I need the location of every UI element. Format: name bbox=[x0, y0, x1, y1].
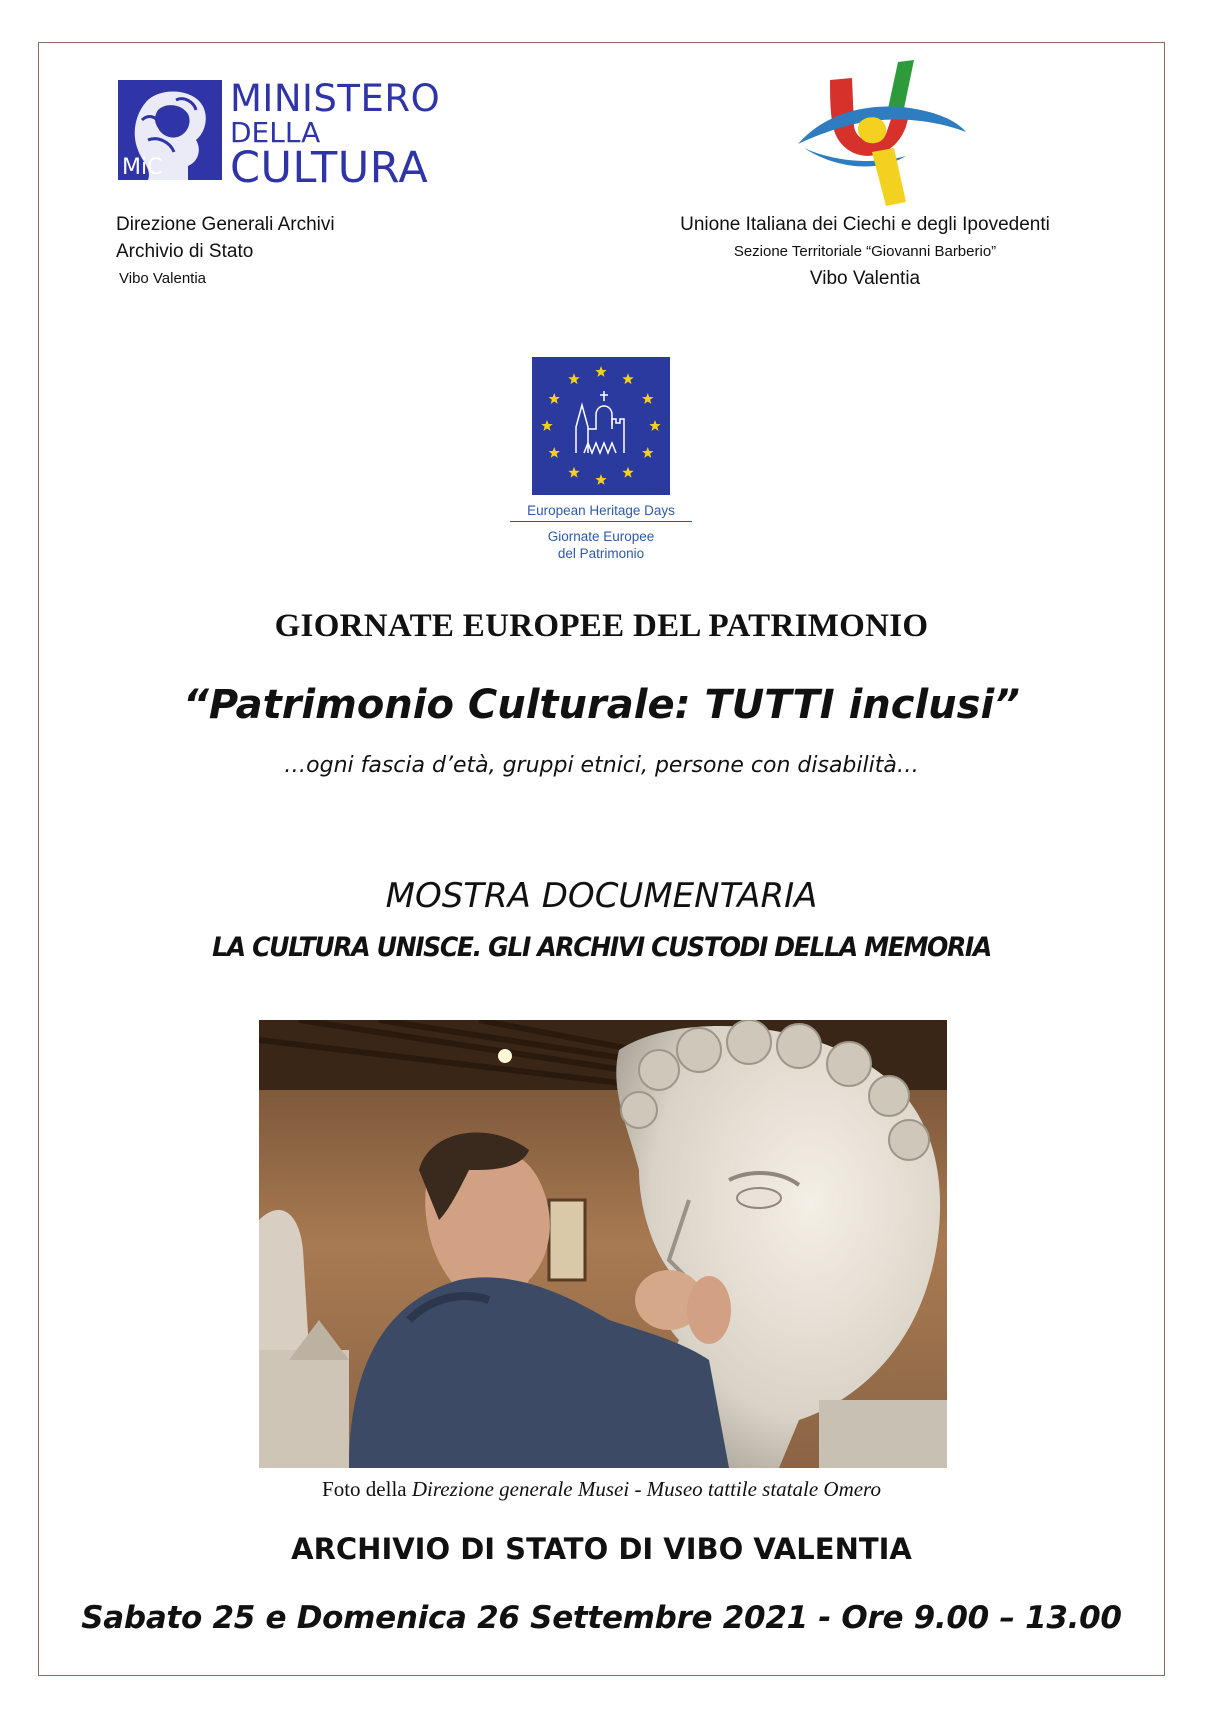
left-org-line1: Direzione Generali Archivi bbox=[116, 214, 335, 235]
photo-credit-prefix: Foto della bbox=[322, 1477, 407, 1501]
left-org-line3: Vibo Valentia bbox=[119, 270, 207, 287]
right-organization bbox=[640, 211, 1090, 292]
left-organization bbox=[116, 211, 335, 292]
svg-text:MiC: MiC bbox=[122, 155, 163, 180]
eu-stars-emblem-icon bbox=[532, 357, 670, 495]
mic-logo bbox=[118, 77, 448, 193]
photo-credit-source: Direzione generale Musei - Museo tattile statale Omero bbox=[411, 1477, 881, 1501]
mic-logo-line1: MINISTERO bbox=[230, 77, 441, 120]
event-theme: “Patrimonio Culturale: TUTTI inclusi” bbox=[183, 682, 1020, 728]
ehd-caption-line2: Giornate Europee bbox=[547, 529, 655, 544]
uici-logo bbox=[790, 56, 970, 206]
exhibition-type: MOSTRA DOCUMENTARIA bbox=[385, 876, 818, 916]
photo-sculpture-touch-image bbox=[259, 1020, 947, 1468]
ehd-caption-line3: del Patrimonio bbox=[557, 546, 645, 561]
event-dates: Sabato 25 e Domenica 26 Settembre 2021 - Ore 9.00 – 13.00 bbox=[81, 1600, 1122, 1636]
uici-logo-icon bbox=[790, 56, 970, 206]
event-subtitle: …ogni fascia d’età, gruppi etnici, persone con disabilità… bbox=[284, 753, 919, 778]
mic-emblem-icon bbox=[118, 80, 222, 180]
venue: ARCHIVIO DI STATO DI VIBO VALENTIA bbox=[291, 1532, 912, 1566]
european-heritage-days-logo bbox=[532, 357, 670, 495]
right-org-line3: Vibo Valentia bbox=[809, 268, 921, 289]
mic-logo-line2: DELLA bbox=[230, 116, 321, 149]
ehd-caption bbox=[510, 503, 692, 562]
ehd-caption-line1: European Heritage Days bbox=[510, 503, 692, 522]
photo-credit bbox=[38, 1477, 1165, 1502]
mic-logo-line3: CULTURA bbox=[230, 143, 429, 193]
right-org-line2: Sezione Territoriale “Giovanni Barberio” bbox=[733, 243, 997, 260]
event-title: GIORNATE EUROPEE DEL PATRIMONIO bbox=[274, 608, 929, 644]
left-org-line2: Archivio di Stato bbox=[116, 241, 254, 262]
event-photo bbox=[259, 1020, 947, 1468]
exhibition-title: LA CULTURA UNISCE. GLI ARCHIVI CUSTODI DELLA MEMORIA bbox=[212, 932, 991, 963]
right-org-line1: Unione Italiana dei Ciechi e degli Ipovedenti bbox=[680, 214, 1050, 235]
